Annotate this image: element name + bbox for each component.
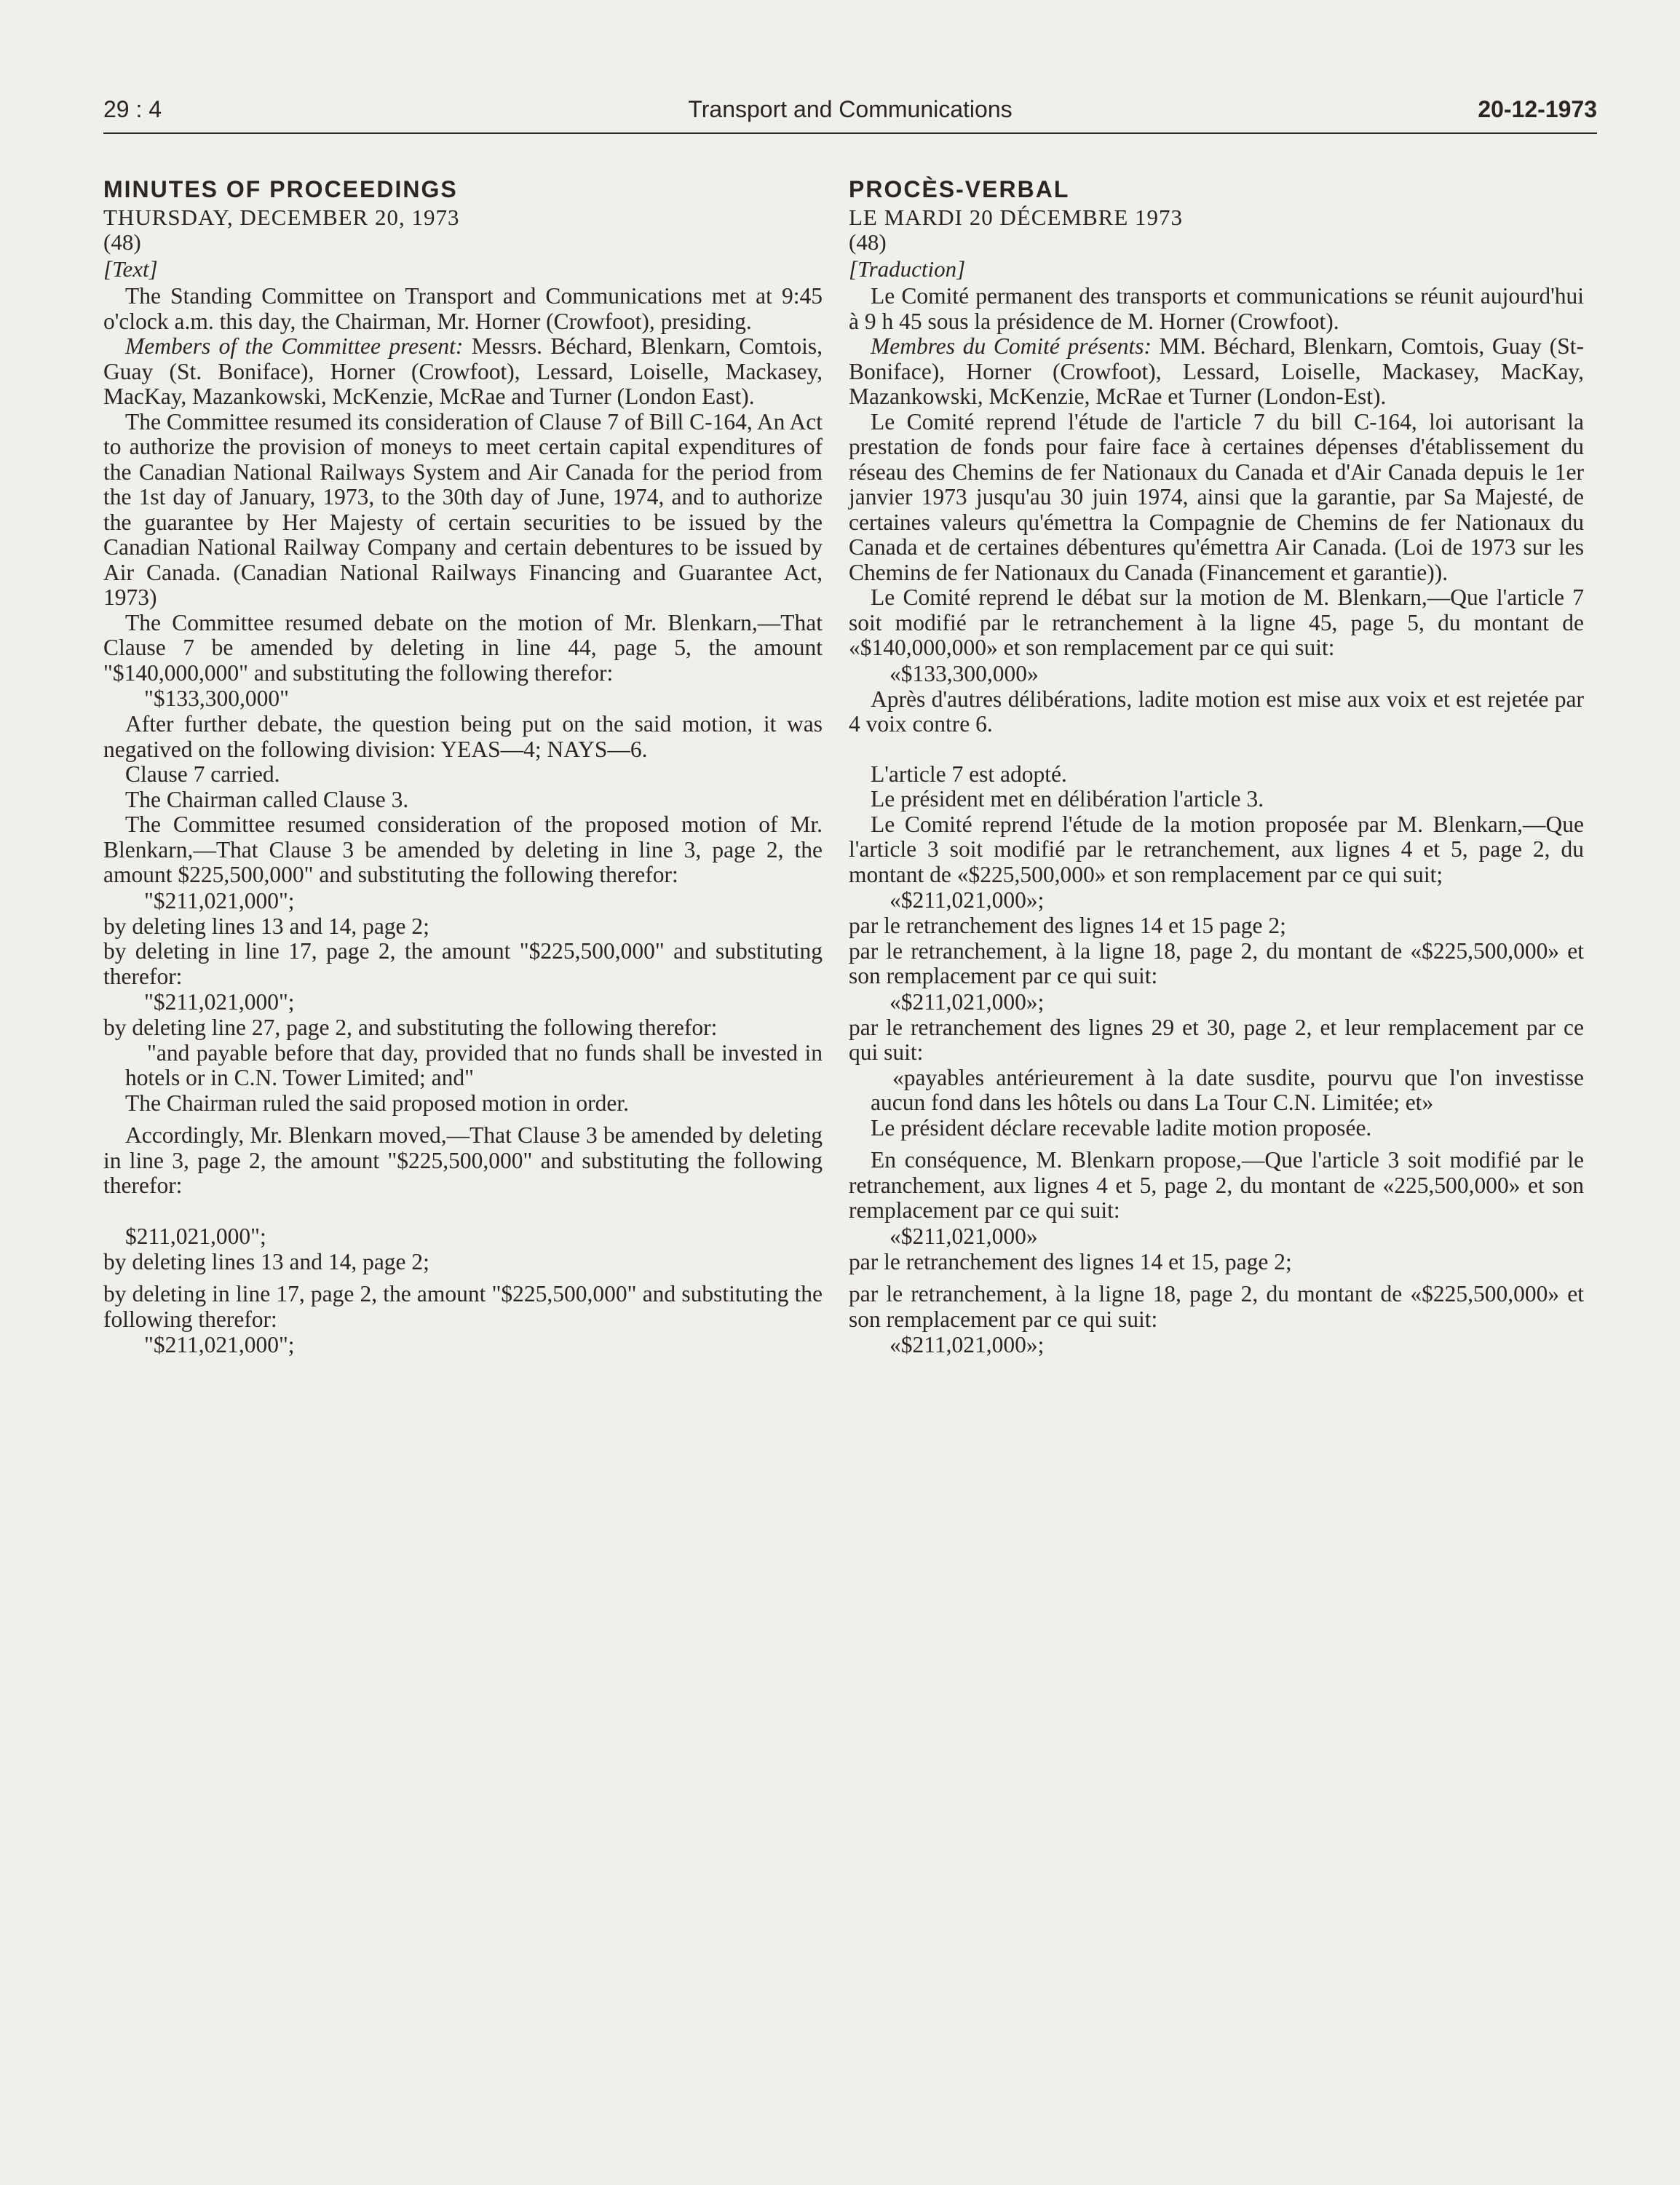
- paragraph-motion-clause3: Le Comité reprend l'étude de la motion proposée par M. Blenkarn,—Que l'article 3 soit modifié par le retranchement, aux lignes 4 et 5, page 2, du montant de «$225,500,000» et son remplacement par ce qui suit;: [849, 811, 1584, 887]
- members-label: Membres du Comité présents:: [871, 333, 1152, 359]
- paragraph-motion-clause7: Le Comité reprend le débat sur la motion de M. Blenkarn,—Que l'article 7 soit modifié par le retranchement à la ligne 45, page 5, du montant de «$140,000,000» et son remplacement par ce qui suit:: [849, 584, 1584, 660]
- paragraph-division: Après d'autres délibérations, ladite motion est mise aux voix et est rejetée par 4 voix contre 6.: [849, 686, 1584, 737]
- paragraph-motion-clause7: The Committee resumed debate on the motion of Mr. Blenkarn,—That Clause 7 be amended by deleting in line 44, page 5, the amount "$140,000,000" and substituting the following therefor:: [103, 609, 823, 686]
- paragraph-bill: The Committee resumed its consideration of Clause 7 of Bill C-164, An Act to authorize the provision of moneys to meet certain capital expenditures of the Canadian National Railways System and Air Canada for the period from the 1st day of January, 1973, to the 30th day of June, 1974, and to authorize the guarantee by Her Majesty of certain securities to be issued by the Canadian National Railway Company and certain debentures to be issued by Air Canada. (Canadian National Railways Financing and Guarantee Act, 1973): [103, 408, 823, 610]
- members-list: Messrs. Béchard, Blenkarn, Comtois, Guay (St. Boniface), Horner (Crowfoot), Lessard, Loiselle, Mackasey, MacKay, Mazankowski, McKenzie, McRae and Turner (London East).: [103, 333, 823, 409]
- paragraph-clause3-called: Le président met en délibération l'article 3.: [871, 786, 1264, 812]
- amendment-line: by deleting in line 17, page 2, the amount "$225,500,000" and substituting therefor:: [103, 938, 823, 989]
- paragraph-division: After further debate, the question being put on the said motion, it was negatived on the following division: YEAS—4; NAYS—6.: [103, 711, 823, 762]
- amount: "$211,021,000";: [144, 887, 295, 913]
- amendment-line: par le retranchement des lignes 14 et 15 page 2;: [849, 913, 1286, 938]
- amount: "$211,021,000";: [144, 989, 295, 1015]
- amount: «$211,021,000»;: [889, 887, 1045, 913]
- header-rule: [103, 132, 1597, 134]
- english-column: [103, 173, 823, 1358]
- members-list: MM. Béchard, Blenkarn, Comtois, Guay (St-Boniface), Horner (Crowfoot), Lessard, Loiselle, Mackasey, MacKay, Mazankowski, McKenzie, McRae et Turner (London-Est).: [849, 333, 1584, 409]
- section-heading: PROCÈS-VERBAL: [849, 176, 1070, 202]
- amendment-line: by deleting lines 13 and 14, page 2;: [103, 913, 429, 939]
- amendment-line: par le retranchement des lignes 14 et 15, page 2;: [849, 1248, 1292, 1274]
- quoted-text: «payables antérieurement à la date susdite, pourvu que l'on investisse aucun fond dans les hôtels ou dans La Tour C.N. Limitée; et»: [871, 1064, 1584, 1115]
- text-tag: [Traduction]: [849, 256, 966, 282]
- page-header: [103, 93, 1597, 132]
- amount: «$133,300,000»: [889, 660, 1039, 686]
- paragraph-moved: Accordingly, Mr. Blenkarn moved,—That Clause 3 be amended by deleting in line 3, page 2, the amount "$225,500,000" and substituting the following therefor:: [103, 1122, 823, 1198]
- paragraph-moved: En conséquence, M. Blenkarn propose,—Que l'article 3 soit modifié par le retranchement, aux lignes 4 et 5, page 2, du montant de «225,500,000» et son remplacement par ce qui suit:: [849, 1147, 1584, 1223]
- amendment-line: by deleting in line 17, page 2, the amount "$225,500,000" and substituting the following therefor:: [103, 1281, 823, 1332]
- paragraph-clause7-carried: Clause 7 carried.: [125, 761, 280, 787]
- amendment-line: par le retranchement, à la ligne 18, page 2, du montant de «$225,500,000» et son remplacement par ce qui suit:: [849, 937, 1584, 988]
- amount: «$211,021,000»;: [889, 1332, 1045, 1357]
- amendment-line: by deleting lines 13 and 14, page 2;: [103, 1248, 429, 1274]
- paragraph-ruling: The Chairman ruled the said proposed motion in order.: [125, 1090, 629, 1116]
- meeting-number: (48): [103, 229, 141, 255]
- paragraph-members: [103, 334, 823, 410]
- amount: «$211,021,000»;: [889, 988, 1045, 1015]
- meeting-date: THURSDAY, DECEMBER 20, 1973: [103, 205, 460, 230]
- quoted-text: "and payable before that day, provided that no funds shall be invested in hotels or in C.N. Tower Limited; and": [125, 1039, 823, 1090]
- header-date: 20-12-1973: [1478, 96, 1597, 122]
- amount: «$211,021,000»: [889, 1223, 1038, 1249]
- amount: "$211,021,000";: [144, 1332, 295, 1357]
- running-title: Transport and Communications: [688, 96, 1013, 122]
- amendment-line: par le retranchement des lignes 29 et 30, page 2, et leur remplacement par ce qui suit:: [849, 1014, 1584, 1065]
- amount: "$133,300,000": [144, 686, 289, 711]
- paragraph-members: [849, 334, 1584, 410]
- amendment-line: by deleting line 27, page 2, and substituting the following therefor:: [103, 1015, 718, 1040]
- paragraph-opening: The Standing Committee on Transport and Communications met at 9:45 o'clock a.m. this day, the Chairman, Mr. Horner (Crowfoot), presiding.: [103, 283, 823, 334]
- paragraph-opening: Le Comité permanent des transports et communications se réunit aujourd'hui à 9 h 45 sous la présidence de M. Horner (Crowfoot).: [849, 283, 1584, 334]
- paragraph-motion-clause3: The Committee resumed consideration of the proposed motion of Mr. Blenkarn,—That Clause 3 be amended by deleting in line 3, page 2, the amount $225,500,000" and substituting the following therefor:: [103, 812, 823, 887]
- french-column: [849, 173, 1584, 1358]
- meeting-number: (48): [849, 229, 887, 255]
- page-number: 29 : 4: [103, 96, 162, 122]
- paragraph-clause3-called: The Chairman called Clause 3.: [125, 786, 409, 812]
- amendment-line: par le retranchement, à la ligne 18, page 2, du montant de «$225,500,000» et son remplacement par ce qui suit:: [849, 1281, 1584, 1332]
- paragraph-ruling: Le président déclare recevable ladite motion proposée.: [871, 1114, 1372, 1141]
- text-tag: [Text]: [103, 256, 158, 282]
- section-heading: MINUTES OF PROCEEDINGS: [103, 176, 458, 202]
- paragraph-bill: Le Comité reprend l'étude de l'article 7 du bill C-164, loi autorisant la prestation de fonds pour faire face à certaines dépenses d'établissement du réseau des Chemins de fer Nationaux du Canada et d'Air Canada depuis le 1er janvier 1973 jusqu'au 30 juin 1974, ainsi que la garantie, par Sa Majesté, de certaines valeurs qu'émettra la Compagnie de Chemins de fer Nationaux du Canada et de certaines débentures qu'émettra Air Canada. (Loi de 1973 sur les Chemins de fer Nationaux du Canada (Financement et garantie)).: [849, 408, 1584, 585]
- amount: $211,021,000";: [125, 1223, 266, 1249]
- meeting-date: LE MARDI 20 DÉCEMBRE 1973: [849, 205, 1183, 230]
- paragraph-clause7-carried: L'article 7 est adopté.: [871, 761, 1067, 787]
- members-label: Members of the Committee present:: [125, 333, 464, 359]
